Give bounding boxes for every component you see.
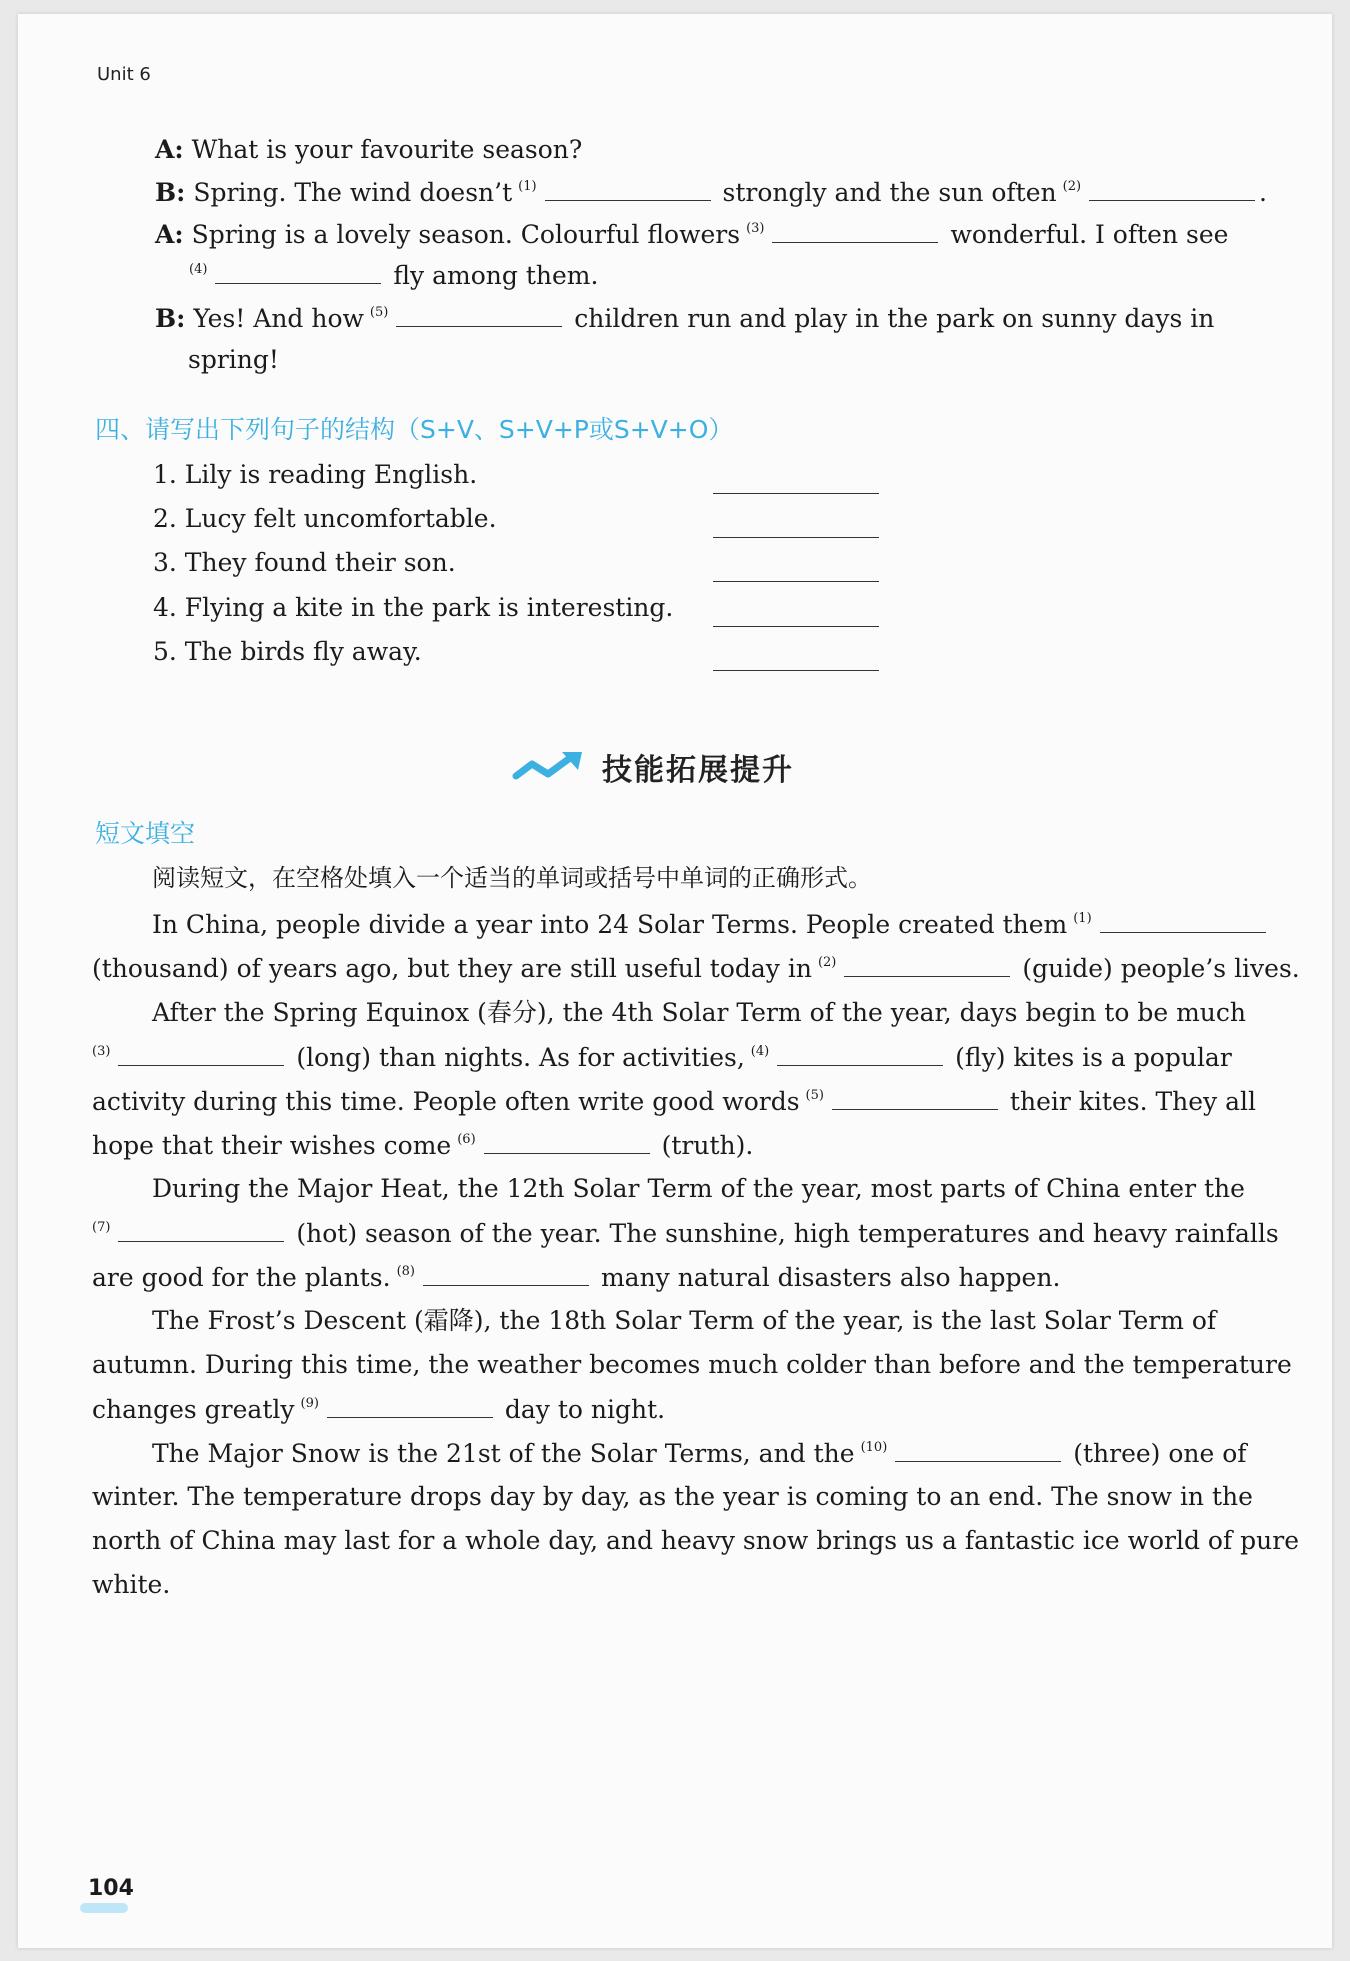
speaker-a: A: [155,220,184,249]
cloze-line [152,997,1246,1029]
passage-text: changes greatly [92,1395,295,1424]
blank-number: (2) [817,955,837,970]
section-4-title: 四、请写出下列句子的结构（S+V、S+V+P或S+V+O） [95,415,734,444]
dialogue-text: Spring is a lovely season. Colourful flowers [191,220,741,249]
dialogue-line-3 [155,218,1228,256]
passage-text: (long) than nights. As for activities, [296,1043,745,1072]
answer-blank-5[interactable] [832,1085,998,1110]
passage-text: hope that their wishes come [92,1131,452,1160]
blank-number: (1) [1073,911,1092,926]
blank-number: (3) [746,221,765,236]
passage-text: After the Spring Equinox (春分), the 4th Solar Term of the year, days begin to be much [152,998,1246,1027]
dialogue-text: Yes! And how [193,304,364,333]
cloze-line [92,1261,1060,1299]
passage-text: During the Major Heat, the 12th Solar Term of the year, most parts of China enter the [152,1174,1245,1203]
skills-title: 技能拓展提升 [602,753,794,788]
speaker-b: B: [155,178,186,207]
answer-blank-1[interactable] [1100,908,1266,933]
blank-number: (1) [518,179,537,194]
dialogue-line-6 [188,344,279,376]
passage-text: many natural disasters also happen. [600,1263,1061,1292]
blank-number: (5) [805,1088,824,1103]
answer-blank[interactable] [215,259,381,284]
sentence-item: 5. The birds fly away. [153,637,422,666]
skills-heading [512,745,794,789]
cloze-line [152,1173,1245,1205]
dialogue-line-1 [155,134,582,166]
blank-number: (10) [860,1440,888,1455]
dialogue-line-2 [155,176,1267,214]
answer-blank[interactable] [772,218,938,243]
unit-label: Unit 6 [97,64,151,85]
answer-blank-6[interactable] [484,1129,650,1154]
passage-text: (hot) season of the year. The sunshine, high temperatures and heavy rainfalls [296,1219,1279,1248]
cloze-line [152,1305,1216,1337]
passage-text: activity during this time. People often write good words [92,1087,800,1116]
structure-blank-2[interactable] [713,536,879,538]
structure-blank-4[interactable] [713,625,879,627]
dialogue-text: strongly and the sun often [722,178,1057,207]
cloze-line [152,1437,1247,1475]
passage-text: (thousand) of years ago, but they are still useful today in [92,954,812,983]
passage-text: autumn. During this time, the weather becomes much colder than before and the temperature [92,1350,1292,1379]
cloze-line [92,1041,1232,1079]
answer-blank-9[interactable] [327,1393,493,1418]
blank-number: (4) [750,1044,770,1059]
cloze-title: 短文填空 [95,819,196,848]
passage-text: (guide) people’s lives. [1022,954,1300,983]
dialogue-line-4 [183,259,598,297]
passage-text: (truth). [661,1131,754,1160]
passage-text: their kites. They all [1009,1087,1257,1116]
blank-number: (6) [457,1132,476,1147]
dialogue-text: spring! [188,345,279,374]
answer-blank-4[interactable] [777,1041,943,1066]
passage-text: are good for the plants. [92,1263,391,1292]
structure-blank-3[interactable] [713,580,879,582]
dialogue-text: wonderful. I often see [950,220,1229,249]
trend-up-icon [512,750,584,784]
passage-text: north of China may last for a whole day, and heavy snow brings us a fantastic ice world of pure [92,1526,1300,1555]
answer-blank[interactable] [545,176,711,201]
cloze-line [152,908,1270,946]
blank-number: (2) [1062,179,1082,194]
page-number: 104 [88,1876,134,1901]
blank-number: (8) [396,1264,415,1279]
cloze-line [92,1569,170,1601]
blank-number: (9) [300,1396,319,1411]
dialogue-line-5 [155,302,1214,340]
sentence-item: 3. They found their son. [153,548,456,577]
passage-text: In China, people divide a year into 24 Solar Terms. People created them [152,910,1068,939]
blank-number: (7) [92,1220,111,1235]
dialogue-text: What is your favourite season? [191,135,583,164]
answer-blank-3[interactable] [118,1041,284,1066]
passage-text: The Frost’s Descent (霜降), the 18th Solar Term of the year, is the last Solar Term of [152,1306,1217,1335]
blank-number: (3) [92,1044,111,1059]
structure-blank-5[interactable] [713,669,879,671]
blank-number: (4) [189,262,208,277]
passage-text: white. [92,1570,171,1599]
sentence-item: 4. Flying a kite in the park is interesting. [153,593,674,622]
cloze-line [92,1085,1256,1123]
cloze-line [92,952,1300,990]
dialogue-text: children run and play in the park on sunny days in [574,304,1215,333]
cloze-instruction: 阅读短文，在空格处填入一个适当的单词或括号中单词的正确形式。 [152,864,872,892]
speaker-b: B: [155,304,186,333]
passage-text: (fly) kites is a popular [955,1043,1232,1072]
speaker-a: A: [155,135,184,164]
passage-text: winter. The temperature drops day by day, as the year is coming to an end. The snow in the [92,1482,1253,1511]
passage-text: day to night. [504,1395,666,1424]
dialogue-text: fly among them. [393,261,599,290]
answer-blank-7[interactable] [118,1217,284,1242]
answer-blank[interactable] [1089,176,1255,201]
passage-text: The Major Snow is the 21st of the Solar Terms, and the [152,1439,855,1468]
blank-number: (5) [369,305,389,320]
answer-blank-2[interactable] [844,952,1010,977]
answer-blank-10[interactable] [895,1437,1061,1462]
sentence-item: 1. Lily is reading English. [153,460,478,489]
page-number-accent [80,1903,128,1913]
cloze-line [92,1217,1279,1255]
cloze-line [92,1349,1292,1381]
sentence-item: 2. Lucy felt uncomfortable. [153,504,497,533]
cloze-line [92,1129,753,1167]
dialogue-text: . [1259,178,1267,207]
cloze-line [92,1393,665,1431]
cloze-line [92,1525,1299,1557]
structure-blank-1[interactable] [713,492,879,494]
cloze-line [92,1481,1253,1513]
passage-text: (three) one of [1073,1439,1247,1468]
dialogue-text: Spring. The wind doesn’t [193,178,513,207]
answer-blank[interactable] [396,302,562,327]
answer-blank-8[interactable] [423,1261,589,1286]
